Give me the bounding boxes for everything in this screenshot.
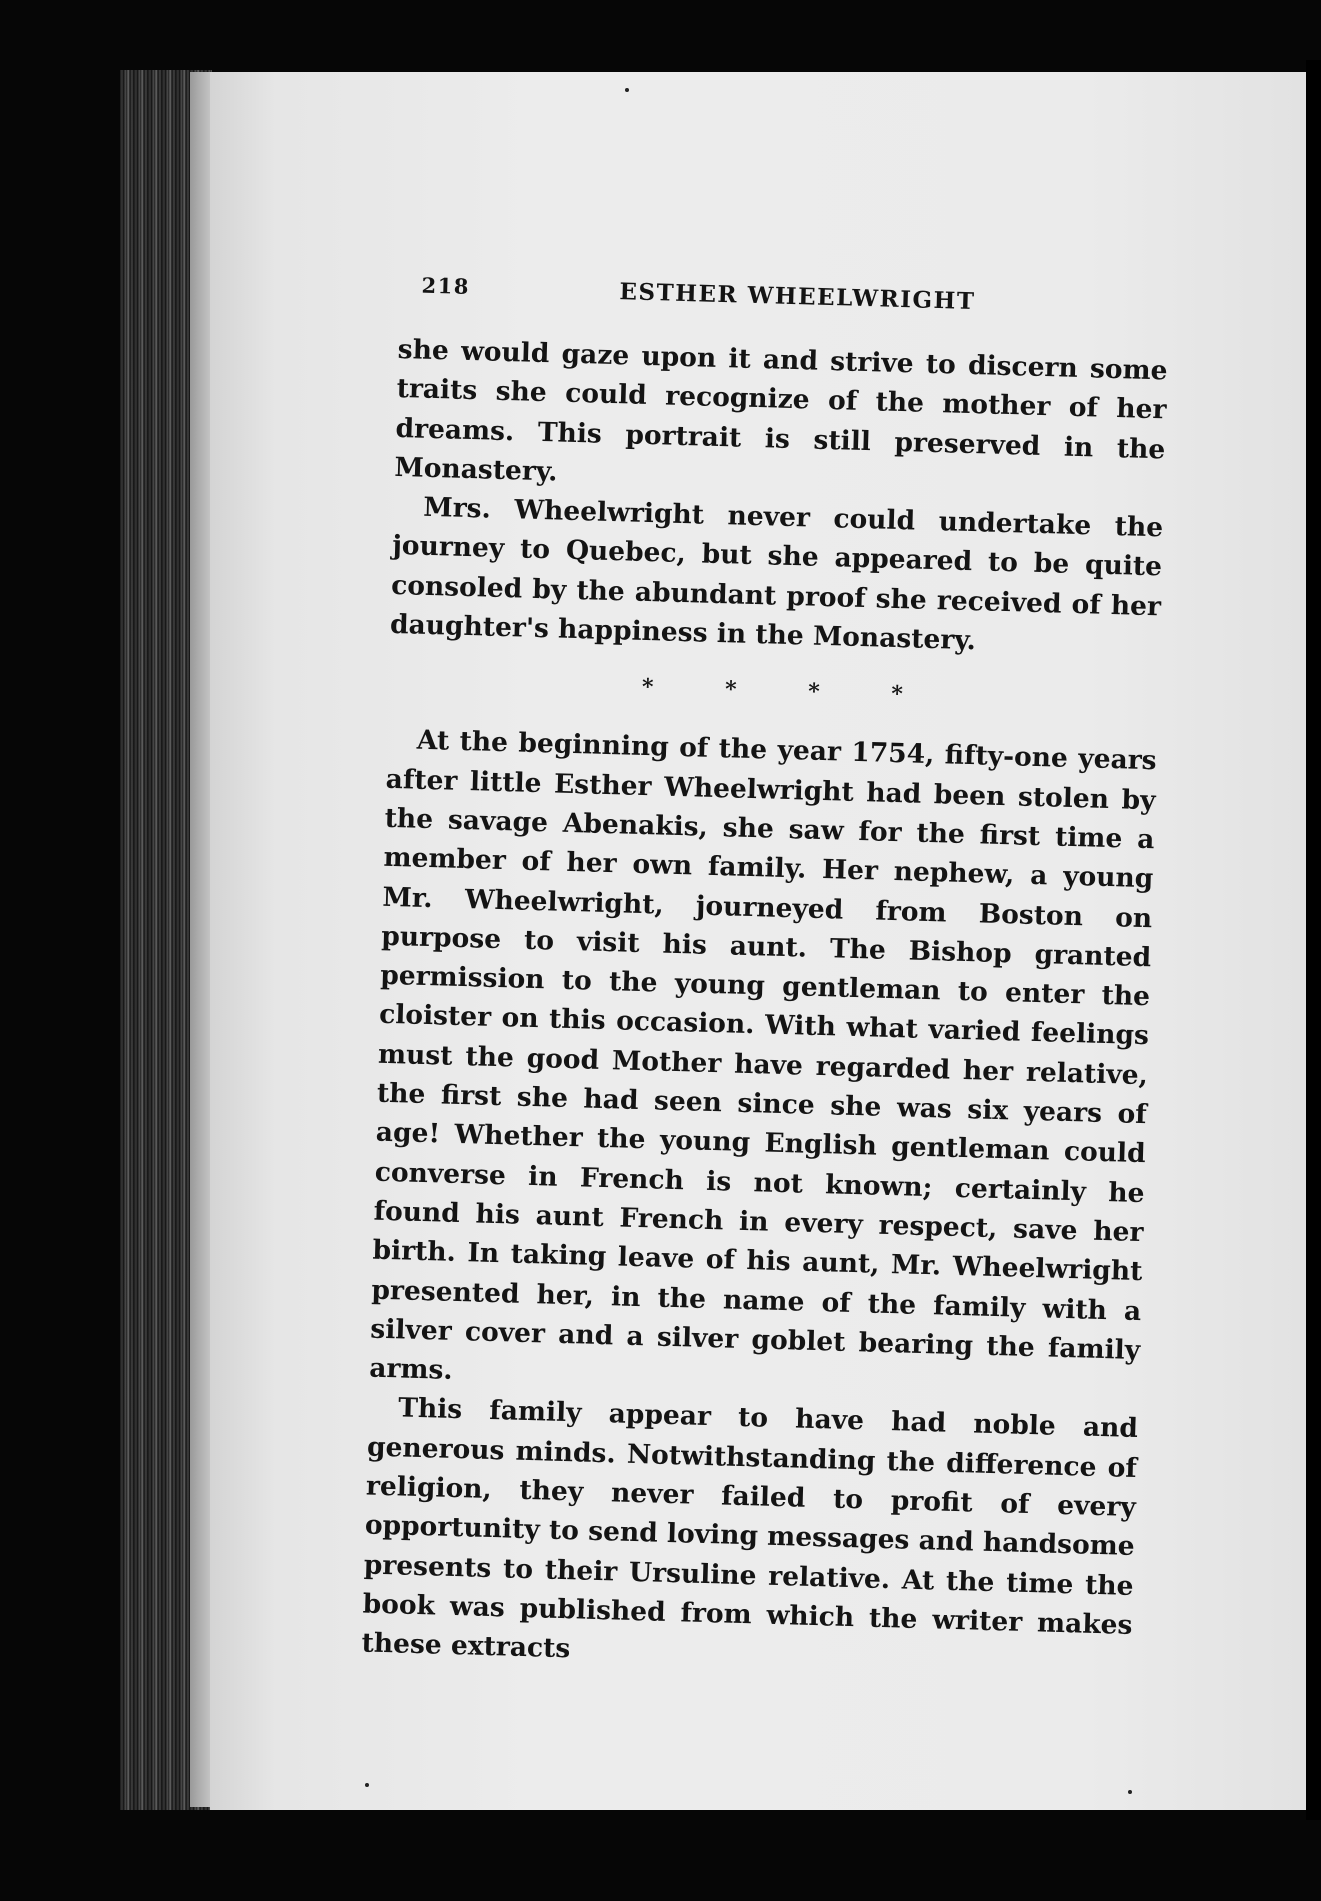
paragraph: Mrs. Wheelwright never could undertake the journey to Quebec, but she appeared to be quite consoled by the abundant proof she received of her daughter's happiness in the Monastery. — [389, 491, 1164, 657]
dust-speck — [625, 88, 629, 92]
dust-speck — [1128, 1790, 1132, 1794]
paragraph: she would gaze upon it and strive to discern some traits she could recognize of the mother of her dreams. This portrait is still preserved in the Monastery. — [394, 333, 1168, 488]
page-text-block — [361, 270, 1170, 1684]
paragraph: At the beginning of the year 1754, fifty-one years after little Esther Wheelwright had been stolen by the savage Abenakis, she saw for the first time a member of her own family. Her nephew, a young Mr. Wheelwright, journeyed from Boston on purpose to visit his aunt. The Bishop granted permission to the young gentleman to enter the cloister on this occasion. With what varied feelings must the good Mother have regarded her relative, the first she had seen since she was six years of age! Whether the young English gentleman could converse in French is not known; certainly he found his aunt French in every respect, save her birth. In taking leave of his aunt, Mr. Wheelwright presented her, in the name of the family with a silver cover and a silver goblet bearing the family arms. — [368, 725, 1158, 1387]
running-head: ESTHER WHEELWRIGHT — [619, 278, 976, 316]
paragraph: This family appear to have had noble and generous minds. Notwithstanding the difference of religion, they never failed to profit of every opportunity to send loving messages and handsome presents to their Ursuline relative. At the time the book was published from which the writer makes these extracts — [361, 1392, 1139, 1665]
dust-speck — [365, 1783, 369, 1787]
page-edge — [1306, 60, 1321, 1820]
page-number: 218 — [421, 272, 471, 299]
section-break: * * * * — [641, 674, 936, 709]
